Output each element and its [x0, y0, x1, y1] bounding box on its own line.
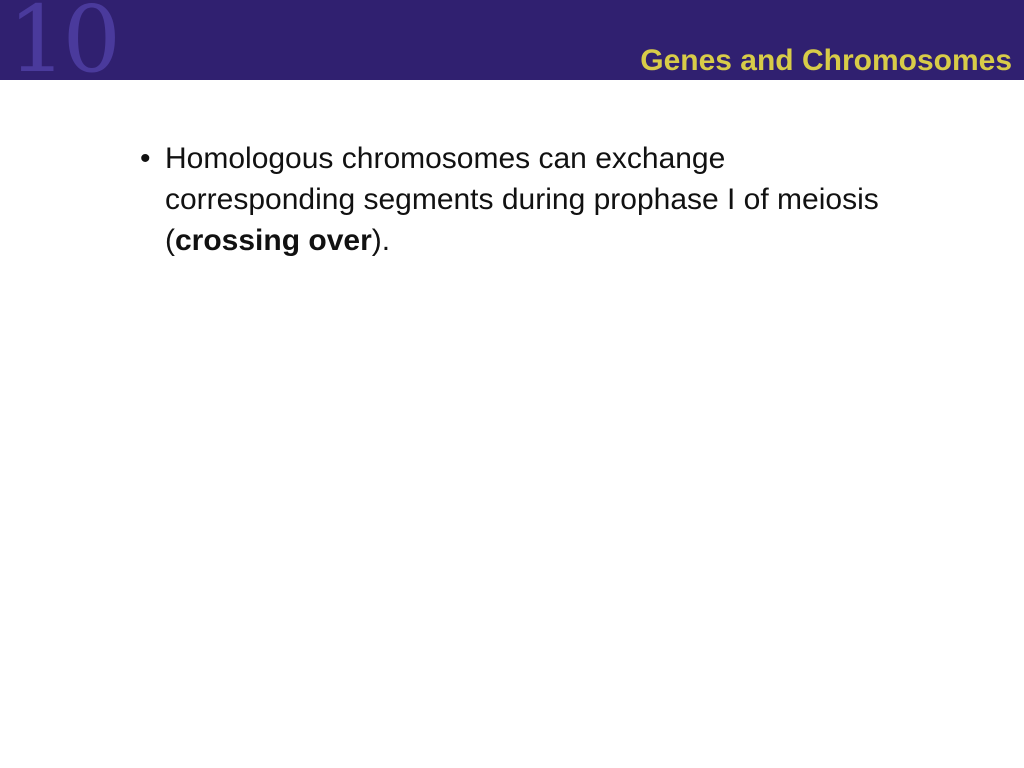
chapter-number: 10 — [8, 0, 118, 80]
bullet-text-before: Homologous chromosomes can exchange corresponding segments during prophase I of meiosis ( — [165, 142, 879, 257]
bullet-text-after: ). — [371, 224, 391, 257]
header-bar — [0, 0, 1024, 80]
bullet-item — [140, 138, 880, 261]
slide-title: Genes and Chromosomes — [640, 44, 1012, 77]
body-content — [140, 138, 880, 261]
bullet-list — [140, 138, 880, 261]
bullet-marker: • — [140, 142, 151, 175]
bullet-term: crossing over — [175, 224, 372, 257]
